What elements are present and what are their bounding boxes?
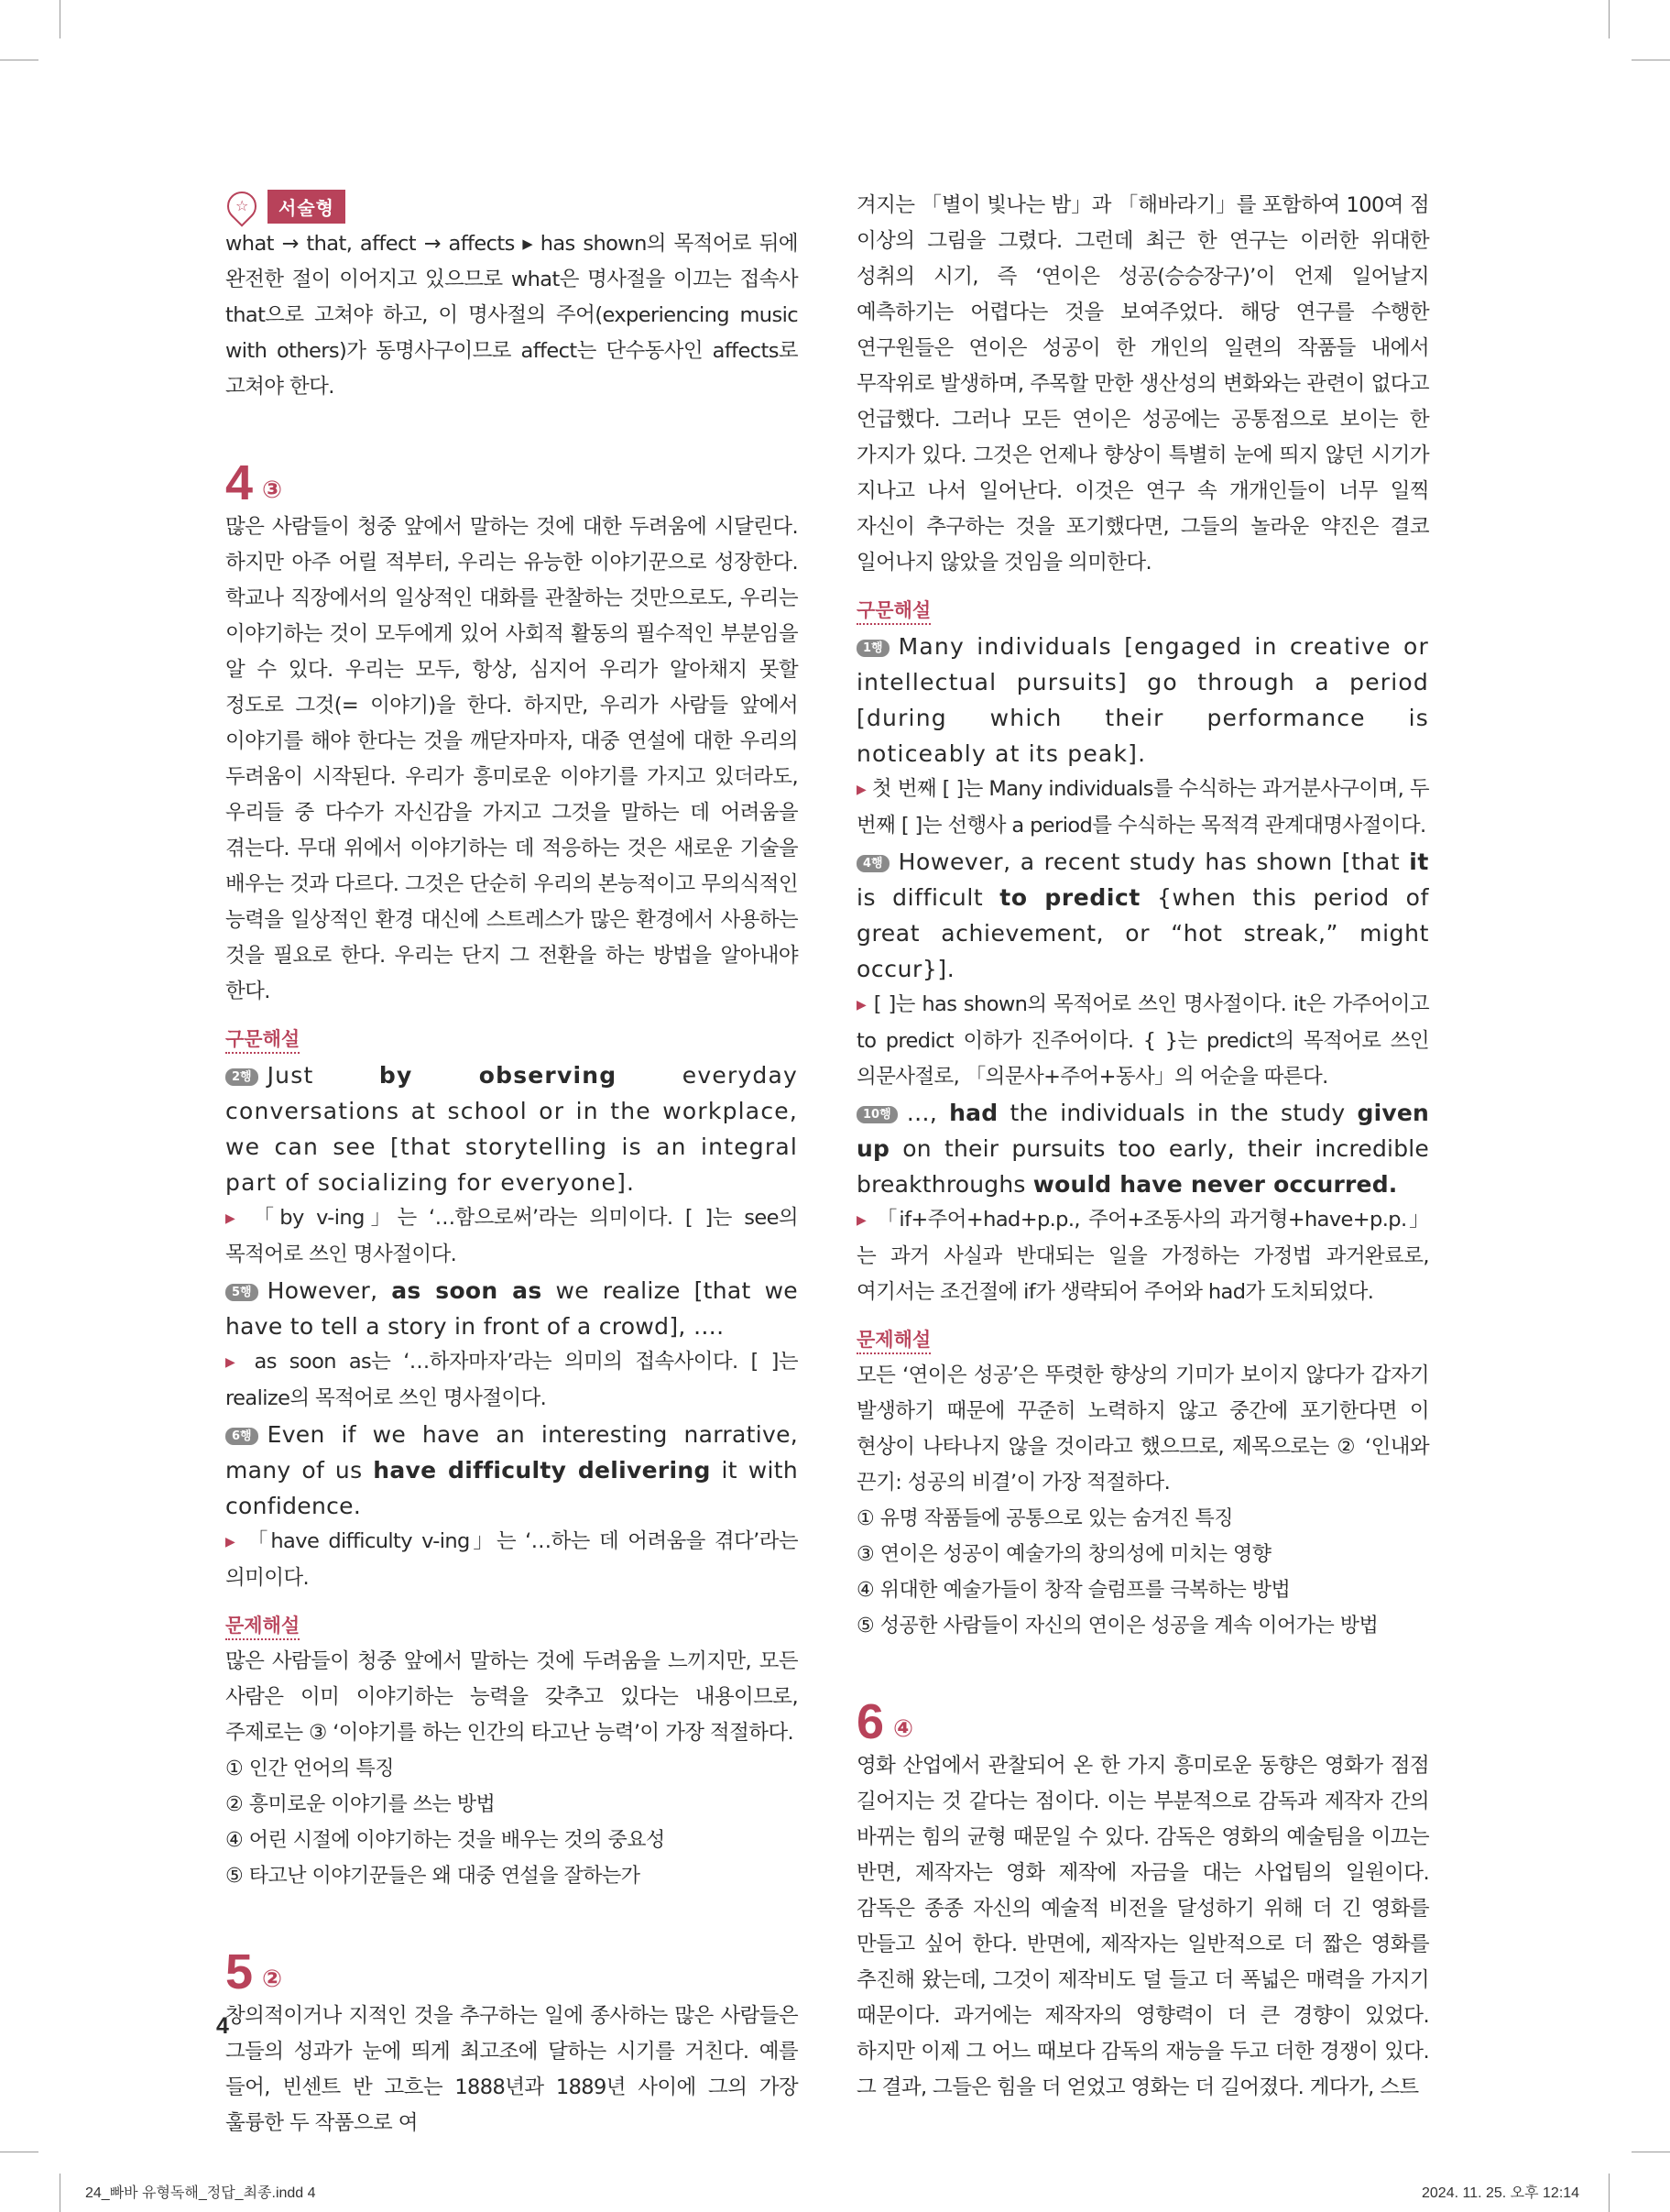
solve-label: 문제해설 [225,1613,300,1640]
star-pin-icon: ☆ [221,185,262,226]
triangle-icon: ▶ [225,1535,238,1549]
question-answer: ④ [893,1715,914,1743]
syntax-note: ▶ [ ]는 has shown의 목적어로 쓰인 명사절이다. it은 가주어이고 to predict 이하가 진주어이다. { }는 predict의 목적어로 쓰인 의문사절로, 「의문사+주어+동사」의 어순을 따른다. [857,992,1429,1089]
syntax-note: ▶ as soon as는 ‘…하자마자’라는 의미의 접속사이다. [ ]는 realize의 목적어로 쓰인 명사절이다. [225,1350,798,1410]
question-6-header [857,1682,1429,1747]
question-number: 5 [225,1944,254,1999]
line-badge: 2행 [225,1068,258,1086]
syntax-sentence: 2행 Just by observing everyday conversations at school or in the workplace, we can see [that storytelling is an integral part of socializing for everyone]. [225,1062,798,1196]
question-answer: ③ [262,476,283,504]
triangle-icon: ▶ [225,1355,242,1370]
syntax-sentence: 5행 However, as soon as we realize [that we have to tell a story in front of a crowd], …. [225,1277,798,1340]
translation: 영화 산업에서 관찰되어 온 한 가지 흥미로운 동향은 영화가 점점 길어지는 것 같다는 점이다. 이는 부분적으로 감독과 제작자 간의 바뀌는 힘의 균형 때문일 수 있다. 감독은 영화의 예술팀을 이끄는 반면, 제작자는 영화 제작에 자금을 대는 사업팀의 일원이다. 감독은 종종 자신의 예술적 비전을 달성하기 위해 더 긴 영화를 만들고 싶어 한다. 반면에, 제작자는 일반적으로 더 짧은 영화를 추진해 왔는데, 그것이 제작비도 덜 들고 더 폭넓은 매력을 가지기 때문이다. 과거에는 제작자의 영향력이 더 큰 경향이 있었다. 하지만 이제 그 어느 때보다 감독의 재능을 두고 더한 경쟁이 있다. 그 결과, 그들은 힘을 더 얻었고 영화는 더 길어졌다. 게다가, 스트 [857,1754,1429,2099]
triangle-icon: ▶ [857,998,868,1013]
syntax-note: ▶ 「by v-ing」는 ‘…함으로써’라는 의미이다. [ ]는 see의 목적어로 쓰인 명사절이다. [225,1206,798,1266]
translation-continued: 겨지는 「별이 빛나는 밤」과 「해바라기」를 포함하여 100여 점 이상의 그림을 그렸다. 그런데 최근 한 연구는 이러한 위대한 성취의 시기, 즉 ‘연이은 성공(승승장구)’이 언제 일어날지 예측하기는 어렵다는 것을 보여주었다. 해당 연구를 수행한 연구원들은 연이은 성공이 한 개인의 일련의 작품들 내에서 무작위로 발생하며, 주목할 만한 생산성의 변화와는 관련이 없다고 언급했다. 그러나 모든 연이은 성공에는 공통점으로 보이는 한 가지가 있다. 그것은 언제나 향상이 특별히 눈에 띄지 않던 시기가 지나고 나서 일어난다. 이것은 연구 속 개개인들이 너무 일찍 자신이 추구하는 것을 포기했다면, 그들의 놀라운 약진은 결코 일어나지 않았을 것임을 의미한다. [857,193,1429,575]
translation: 많은 사람들이 청중 앞에서 말하는 것에 대한 두려움에 시달린다. 하지만 아주 어릴 적부터, 우리는 유능한 이야기꾼으로 성장한다. 학교나 직장에서의 일상적인 대화를 관찰하는 것만으로도, 우리는 이야기하는 것이 모두에게 있어 사회적 활동의 필수적인 부분임을 알 수 있다. 우리는 모두, 항상, 심지어 우리가 알아채지 못할 정도로 그것(= 이야기)을 한다. 하지만, 우리가 사람들 앞에서 이야기를 해야 한다는 것을 깨닫자마자, 대중 연설에 대한 우리의 두려움이 시작된다. 우리가 흥미로운 이야기를 가지고 있더라도, 우리들 중 다수가 자신감을 가지고 그것을 말하는 데 어려움을 겪는다. 무대 위에서 이야기하는 데 적응하는 것은 새로운 기술을 배우는 것과 다르다. 그것은 단순히 우리의 본능적이고 무의식적인 능력을 일상적인 환경 대신에 스트레스가 많은 환경에서 사용하는 것을 필요로 한다. 우리는 단지 그 전환을 하는 방법을 알아내야 한다. [225,515,798,1003]
descriptive-tag: 서술형 [267,190,345,224]
option: ② 흥미로운 이야기를 쓰는 방법 [225,1793,496,1816]
option: ⑤ 성공한 사람들이 자신의 연이은 성공을 계속 이어가는 방법 [857,1615,1379,1637]
triangle-icon: ▶ [857,1213,868,1228]
translation: 창의적이거나 지적인 것을 추구하는 일에 종사하는 많은 사람들은 그들의 성과가 눈에 띄게 최고조에 달하는 시기를 거친다. 예를 들어, 빈센트 반 고흐는 1888년과 1889년 사이에 그의 가장 훌륭한 두 작품으로 여 [225,2004,798,2135]
syntax-note: ▶ 첫 번째 [ ]는 Many individuals를 수식하는 과거분사구이며, 두 번째 [ ]는 선행사 a period를 수식하는 목적격 관계대명사절이다. [857,777,1429,838]
line-badge: 6행 [225,1428,258,1445]
crop-mark [1609,0,1610,38]
page-number: 4 [216,2013,229,2039]
option: ① 인간 언어의 특징 [225,1758,394,1780]
solve-label: 문제해설 [857,1327,931,1354]
syntax-label: 구문해설 [225,1026,300,1054]
file-slug: 24_빠바 유형독해_정답_최종.indd 4 [85,2185,316,2201]
syntax-note: ▶ 「if+주어+had+p.p., 주어+조동사의 과거형+have+p.p.」는 과거 사실과 반대되는 일을 가정하는 가정법 과거완료로, 여기서는 조건절에 if가 생략되어 주어와 had가 도치되었다. [857,1208,1429,1304]
syntax-sentence: 10행 …, had the individuals in the study given up on their pursuits too early, their incredible breakthroughs would have never occurred. [857,1100,1430,1198]
option: ⑤ 타고난 이야기꾼들은 왜 대중 연설을 잘하는가 [225,1865,640,1888]
solve-text: 모든 ‘연이은 성공’은 뚜렷한 향상의 기미가 보이지 않다가 갑자기 발생하기 때문에 꾸준히 노력하지 않고 중간에 포기한다면 이 현상이 나타나지 않을 것이라고 했으므로, 제목으로는 ② ‘인내와 끈기: 성공의 비결’이 가장 적절하다. [857,1363,1429,1495]
question-number: 6 [857,1694,885,1749]
descriptive-tag-row [225,188,798,224]
question-number: 4 [225,455,254,510]
question-5-header [225,1933,798,1997]
line-badge: 10행 [857,1106,898,1123]
syntax-note: ▶ 「have difficulty v-ing」는 ‘…하는 데 어려움을 겪다’라는 의미이다. [225,1529,798,1590]
question-4-header [225,443,798,508]
option: ③ 연이은 성공이 예술가의 창의성에 미치는 영향 [857,1543,1272,1566]
question-answer: ② [262,1966,283,1993]
left-column [225,188,798,2141]
syntax-sentence: 4행 However, a recent study has shown [that it is difficult to predict {when this period of great achievement, or “hot streak,” might occur}]. [857,849,1429,982]
option: ④ 어린 시절에 이야기하는 것을 배우는 것의 중요성 [225,1829,665,1852]
crop-mark [1609,2174,1610,2212]
line-badge: 1행 [857,640,890,657]
timestamp-slug: 2024. 11. 25. 오후 12:14 [1422,2185,1580,2201]
option: ① 유명 작품들에 공통으로 있는 숨겨진 특징 [857,1507,1233,1530]
triangle-icon: ▶ [225,1211,242,1226]
syntax-sentence: 1행 Many individuals [engaged in creative or intellectual pursuits] go through a period [during which their performance is noticeably at its peak]. [857,633,1429,767]
line-badge: 5행 [225,1284,258,1301]
option: ④ 위대한 예술가들이 창작 슬럼프를 극복하는 방법 [857,1579,1291,1602]
right-column [857,188,1429,2106]
descriptive-answer: what → that, affect → affects ▸ has shown의 목적어로 뒤에 완전한 절이 이어지고 있으므로 what은 명사절을 이끄는 접속사 that으로 고쳐야 하고, 이 명사절의 주어(experiencing music with others)가 동명사구이므로 affect는 단수동사인 affects로 고쳐야 한다. [225,232,798,399]
syntax-label: 구문해설 [857,597,931,625]
line-badge: 4행 [857,855,890,872]
triangle-icon: ▶ [857,783,867,797]
solve-text: 많은 사람들이 청중 앞에서 말하는 것에 두려움을 느끼지만, 모든 사람은 이미 이야기하는 능력을 갖추고 있다는 내용이므로, 주제로는 ③ ‘이야기를 하는 인간의 타고난 능력’이 가장 적절하다. [225,1649,798,1745]
syntax-sentence: 6행 Even if we have an interesting narrative, many of us have difficulty delivering it with confidence. [225,1421,798,1519]
